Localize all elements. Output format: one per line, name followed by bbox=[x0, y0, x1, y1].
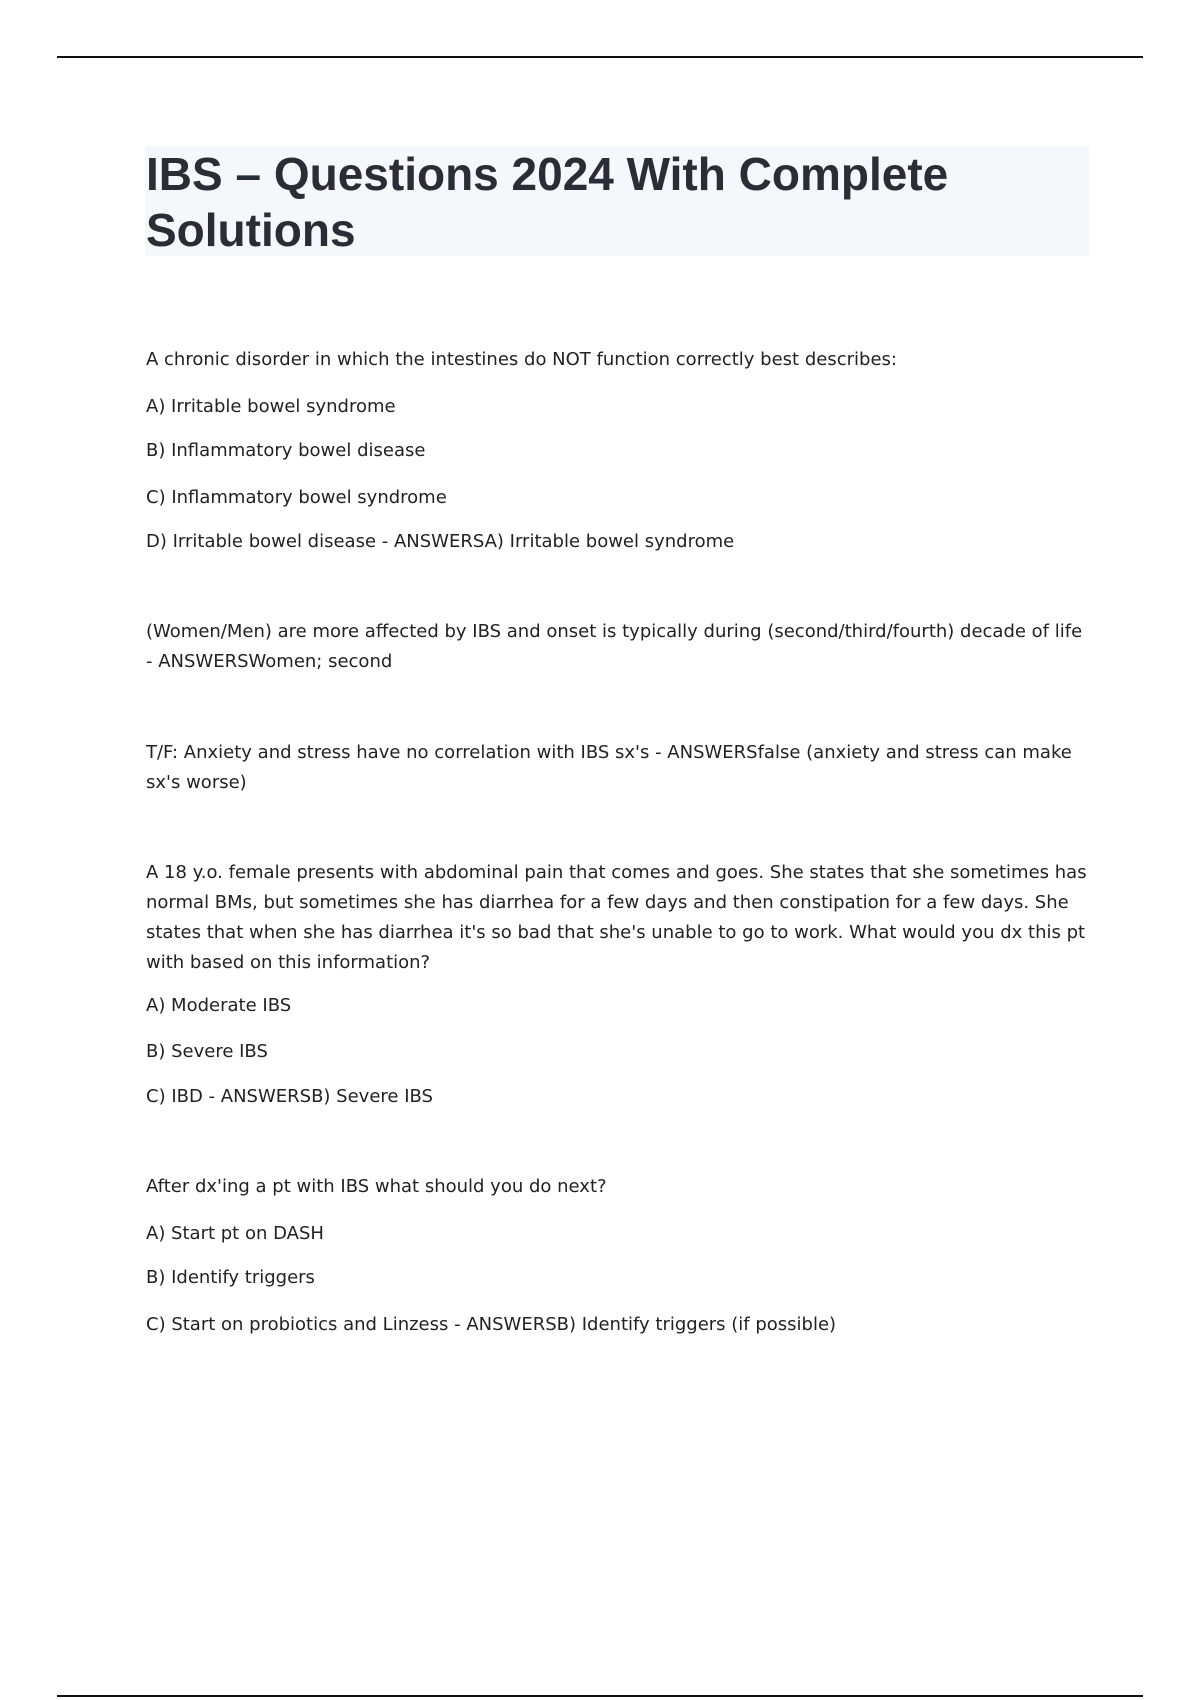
question-1-option-d: D) Irritable bowel disease - ANSWERSA) Irritable bowel syndrome bbox=[146, 531, 735, 552]
document-title: IBS – Questions 2024 With Complete Solutions bbox=[146, 148, 949, 256]
question-1-stem: A chronic disorder in which the intestines do NOT function correctly best describes: bbox=[146, 349, 897, 370]
question-2-stem: (Women/Men) are more affected by IBS and onset is typically during (second/third/fourth) decade of life - ANSWERSWomen; second bbox=[146, 621, 1083, 672]
bottom-rule bbox=[57, 1695, 1143, 1697]
question-4-option-b: B) Severe IBS bbox=[146, 1041, 268, 1062]
question-5-stem: After dx'ing a pt with IBS what should you do next? bbox=[146, 1176, 607, 1197]
question-3-stem: T/F: Anxiety and stress have no correlation with IBS sx's - ANSWERSfalse (anxiety and stress can make sx's worse) bbox=[146, 742, 1072, 793]
question-4-option-c: C) IBD - ANSWERSB) Severe IBS bbox=[146, 1086, 433, 1107]
question-1-option-c: C) Inflammatory bowel syndrome bbox=[146, 487, 447, 508]
question-4-stem: A 18 y.o. female presents with abdominal pain that comes and goes. She states that she sometimes has normal BMs, but sometimes she has diarrhea for a few days and then constipation for a few days. She states that when she has diarrhea it's so bad that she's unable to go to work. What would you dx this pt with based on this information? bbox=[146, 862, 1087, 973]
question-5-option-c: C) Start on probiotics and Linzess - ANSWERSB) Identify triggers (if possible) bbox=[146, 1314, 837, 1335]
top-rule bbox=[57, 56, 1143, 58]
question-1-option-b: B) Inflammatory bowel disease bbox=[146, 440, 426, 461]
question-5-option-b: B) Identify triggers bbox=[146, 1267, 315, 1288]
question-1-option-a: A) Irritable bowel syndrome bbox=[146, 396, 396, 417]
question-5-option-a: A) Start pt on DASH bbox=[146, 1223, 324, 1244]
question-4-option-a: A) Moderate IBS bbox=[146, 995, 292, 1016]
